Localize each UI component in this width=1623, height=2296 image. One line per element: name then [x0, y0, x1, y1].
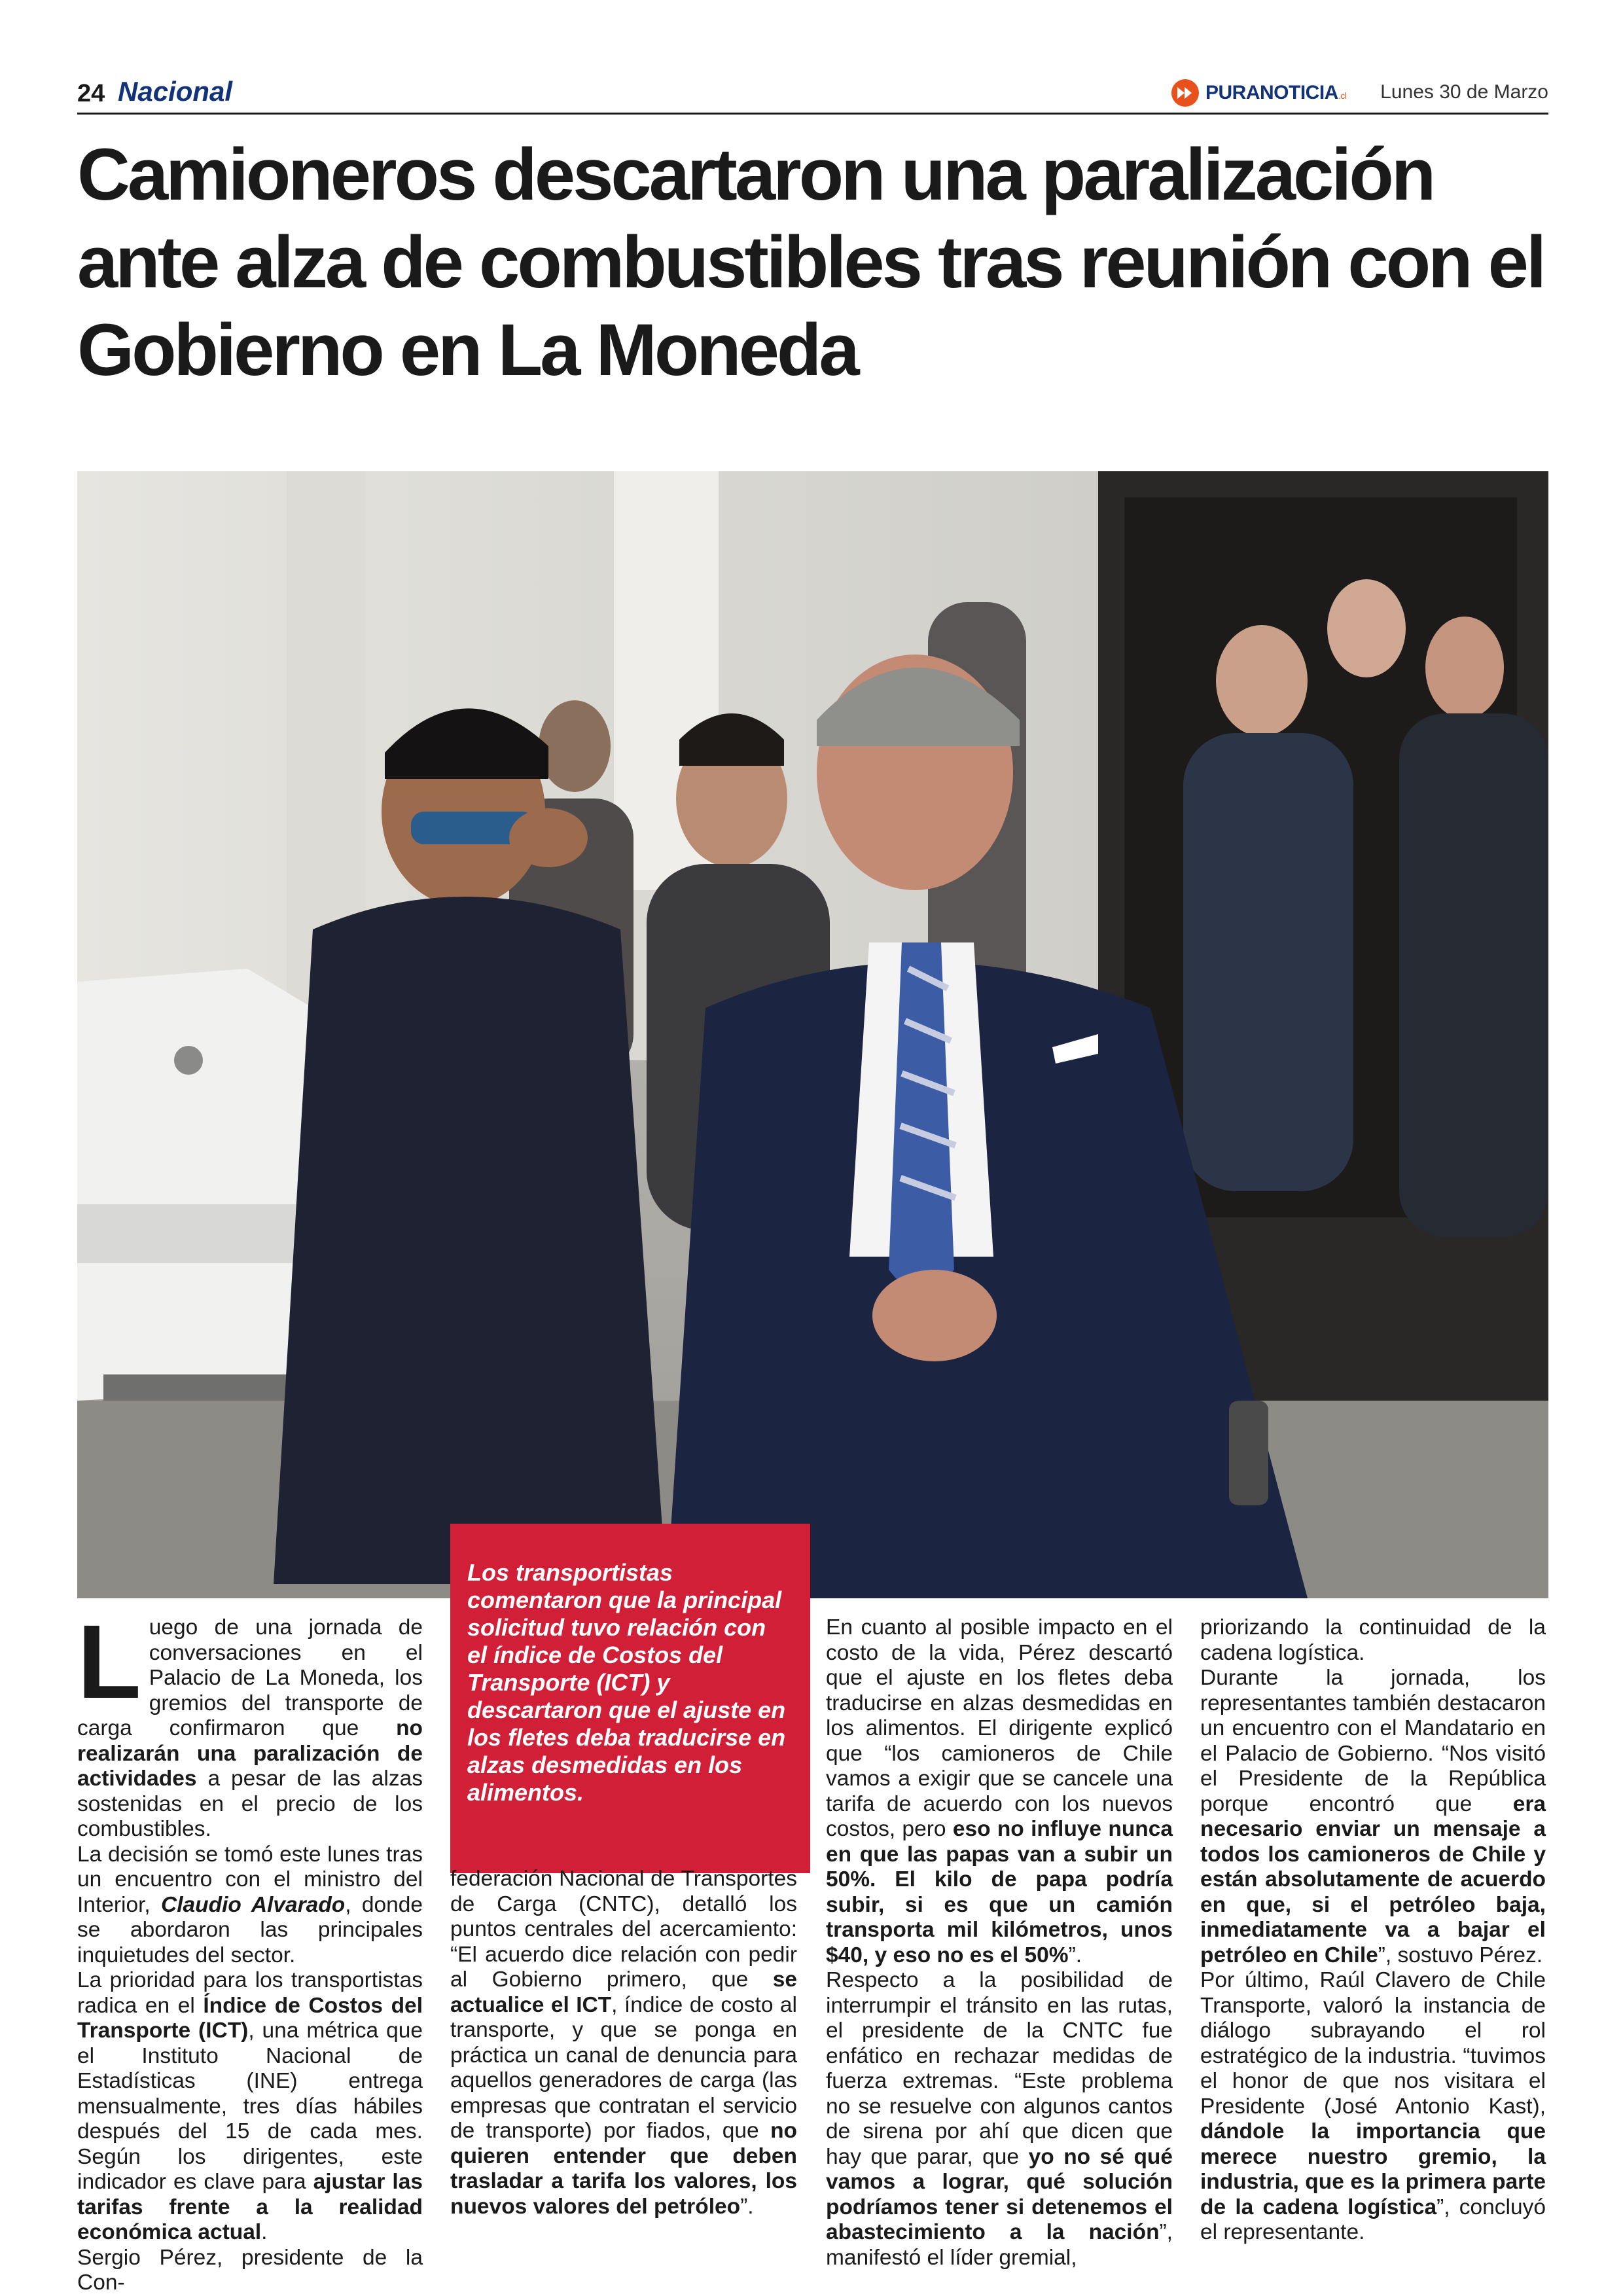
paragraph: Respecto a la posibilidad de interrumpir el tránsito en las rutas, el presidente de la CNTC fue enfático en rechazar medidas de fuerza extremas. “Este problema no se resuelve con algunos cantos de sirena por ahí que dicen que hay que parar, que yo no sé qué vamos a lograr, qué solución podríamos tener si detenemos el abastecimiento a la nación”, manifestó el líder gremial, — [826, 1968, 1173, 2270]
brand-logo[interactable] — [1171, 79, 1346, 107]
drop-cap: L — [77, 1603, 141, 1720]
callout-box: Los transportistas comentaron que la principal solicitud tuvo relación con el índice de Costos del Transporte (ICT) y descartaron que el ajuste en los fletes deba traducirse en alzas desmedidas en los alimentos. — [450, 1524, 810, 1873]
play-arrows-icon — [1171, 79, 1199, 107]
paragraph: Sergio Pérez, presidente de la Con- — [77, 2245, 423, 2295]
header-divider — [77, 113, 1548, 115]
news-photo — [77, 471, 1548, 1598]
paragraph: En cuanto al posible impacto en el costo de la vida, Pérez descartó que el ajuste en los fletes deba traducirse en alzas desmedidas en los alimentos. El dirigente explicó que “los camioneros de Chile vamos a exigir que se cancele una tarifa de acuerdo con los nuevos costos, pero eso no influye nunca en que las papas van a subir un 50%. El kilo de papa podría subir, si es que un camión transporta mil kilómetros, unos $40, y eso no es el 50%”. — [826, 1615, 1173, 1967]
article-column-4 — [1200, 1615, 1546, 2246]
paragraph: La decisión se tomó este lunes tras un encuentro con el ministro del Interior, Claudio Alvarado, donde se abordaron las principales inquietudes del sector. — [77, 1842, 423, 1967]
section-name: Nacional — [118, 76, 233, 107]
article-column-1 — [77, 1603, 423, 2296]
paragraph: Durante la jornada, los representantes también destacaron un encuentro con el Mandatario en el Palacio de Gobierno. “Nos visitó el Presidente de la República porque encontró que era necesario enviar un mensaje a todos los camioneros de Chile y están absolutamente de acuerdo en que, si el petróleo baja, inmediatamente va a bajar el petróleo en Chile”, sostuvo Pérez. — [1200, 1666, 1546, 1967]
page-header — [77, 73, 1548, 113]
paragraph: Luego de una jornada de conversaciones en el Palacio de La Moneda, los gremios del transporte de carga confirmaron que no realizarán una paralización de actividades a pesar de las alzas sostenidas en el precio de los combustibles. — [77, 1603, 423, 1841]
page-number: 24 — [77, 80, 105, 107]
article-column-2 — [450, 1867, 797, 2219]
paragraph: federación Nacional de Transportes de Carga (CNTC), detalló los puntos centrales del acercamiento: “El acuerdo dice relación con pedir al Gobierno primero, que se actualice el ICT, índice de costo al transporte, y que se ponga en práctica un canal de denuncia para aquellos generadores de carga (las empresas que contratan el servicio de transporte) por fiados, que no quieren entender que deben trasladar a tarifa los valores, los nuevos valores del petróleo”. — [450, 1867, 797, 2219]
paragraph: priorizando la continuidad de la cadena logística. — [1200, 1615, 1546, 1665]
headline: Camioneros descartaron una paralización ante alza de combustibles tras reunión con el Gobierno en La Moneda — [77, 134, 1544, 391]
brand-suffix: .cl — [1338, 90, 1347, 101]
paragraph: La prioridad para los transportistas radica en el Índice de Costos del Transporte (ICT), una métrica que el Instituto Nacional de Estadísticas (INE) entrega mensualmente, tres días hábiles después del 15 de cada mes. Según los dirigentes, este indicador es clave para ajustar las tarifas frente a la realidad económica actual. — [77, 1968, 423, 2244]
article-column-3 — [826, 1615, 1173, 2270]
paragraph: Por último, Raúl Clavero de Chile Transporte, valoró la instancia de diálogo subrayando el rol estratégico de la industria. “tuvimos el honor de que nos visitara el Presidente (José Antonio Kast), dándole la importancia que merece nuestro gremio, la industria, que es la primera parte de la cadena logística”, concluyó el representante. — [1200, 1968, 1546, 2244]
issue-date: Lunes 30 de Marzo — [1380, 81, 1548, 103]
brand-name: PURANOTICIA — [1205, 82, 1338, 103]
